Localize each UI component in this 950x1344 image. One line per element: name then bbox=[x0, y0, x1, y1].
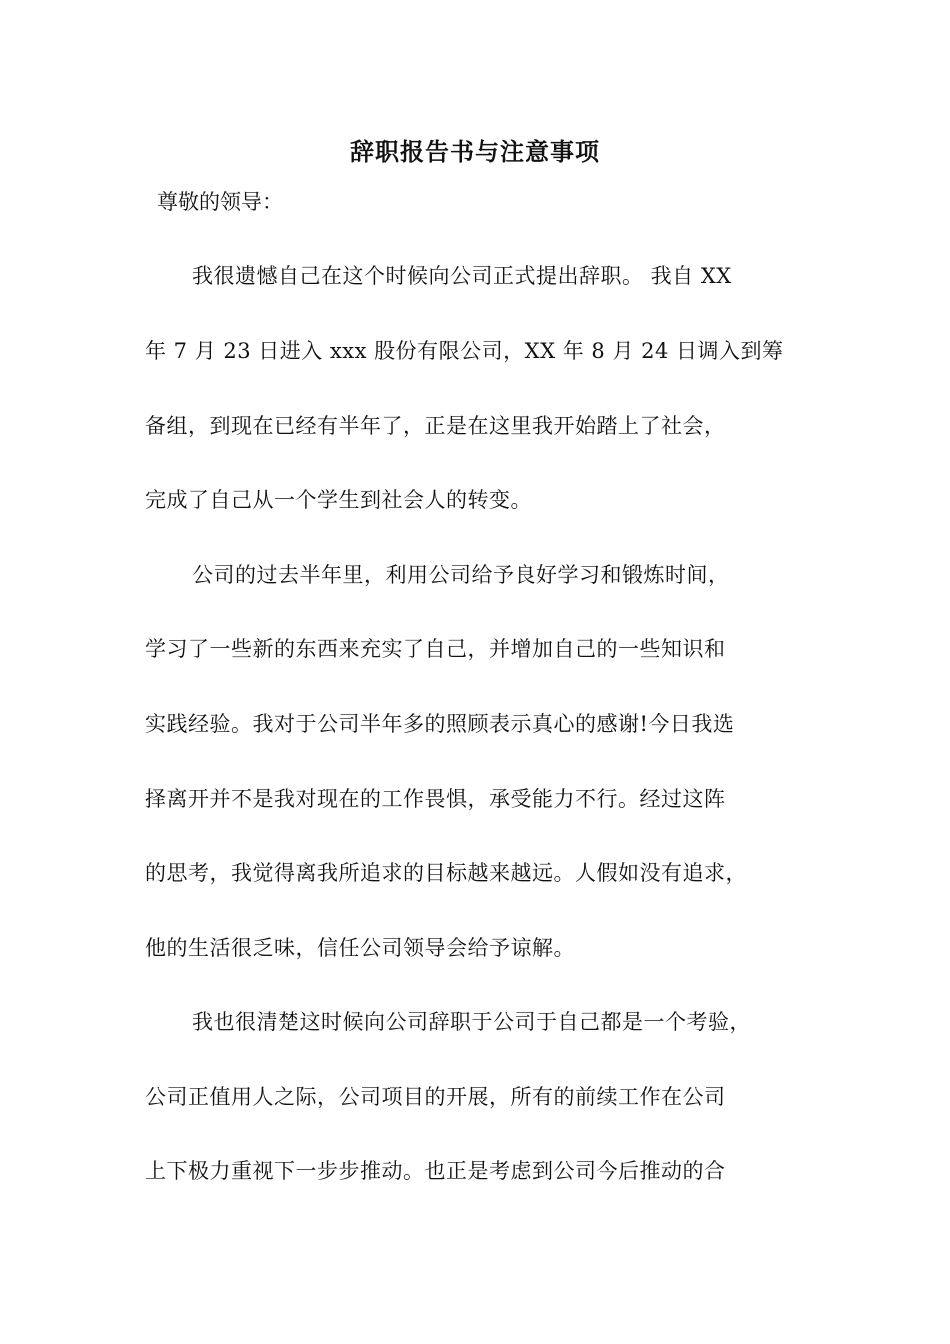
paragraph-line: 学习了一些新的东西来充实了自己，并增加自己的一些知识和 bbox=[145, 637, 726, 661]
paragraph-line: 我也很清楚这时候向公司辞职于公司于自己都是一个考验， bbox=[192, 1010, 751, 1034]
paragraph-line: 我很遗憾自己在这个时候向公司正式提出辞职。 我自 XX bbox=[192, 264, 732, 288]
paragraph-line: 上下极力重视下一步步推动。也正是考虑到公司今后推动的合 bbox=[145, 1159, 726, 1183]
document-title: 辞职报告书与注意事项 bbox=[350, 137, 600, 166]
paragraph-line: 完成了自己从一个学生到社会人的转变。 bbox=[145, 488, 532, 512]
paragraph-line: 公司的过去半年里，利用公司给予良好学习和锻炼时间， bbox=[192, 563, 730, 587]
salutation: 尊敬的领导： bbox=[157, 190, 283, 214]
paragraph-line: 的思考，我觉得离我所追求的目标越来越远。人假如没有追求， bbox=[145, 861, 747, 885]
paragraph-line: 年 7 月 23 日进入 xxx 股份有限公司，XX 年 8 月 24 日调入到筹 bbox=[145, 339, 784, 363]
paragraph-line: 公司正值用人之际，公司项目的开展，所有的前续工作在公司 bbox=[145, 1085, 726, 1109]
paragraph-line: 他的生活很乏味，信任公司领导会给予谅解。 bbox=[145, 936, 575, 960]
paragraph-line: 择离开并不是我对现在的工作畏惧，承受能力不行。经过这阵 bbox=[145, 787, 726, 811]
paragraph-line: 备组，到现在已经有半年了，正是在这里我开始踏上了社会， bbox=[145, 414, 726, 438]
paragraph-line: 实践经验。我对于公司半年多的照顾表示真心的感谢!今日我选 bbox=[145, 712, 735, 736]
